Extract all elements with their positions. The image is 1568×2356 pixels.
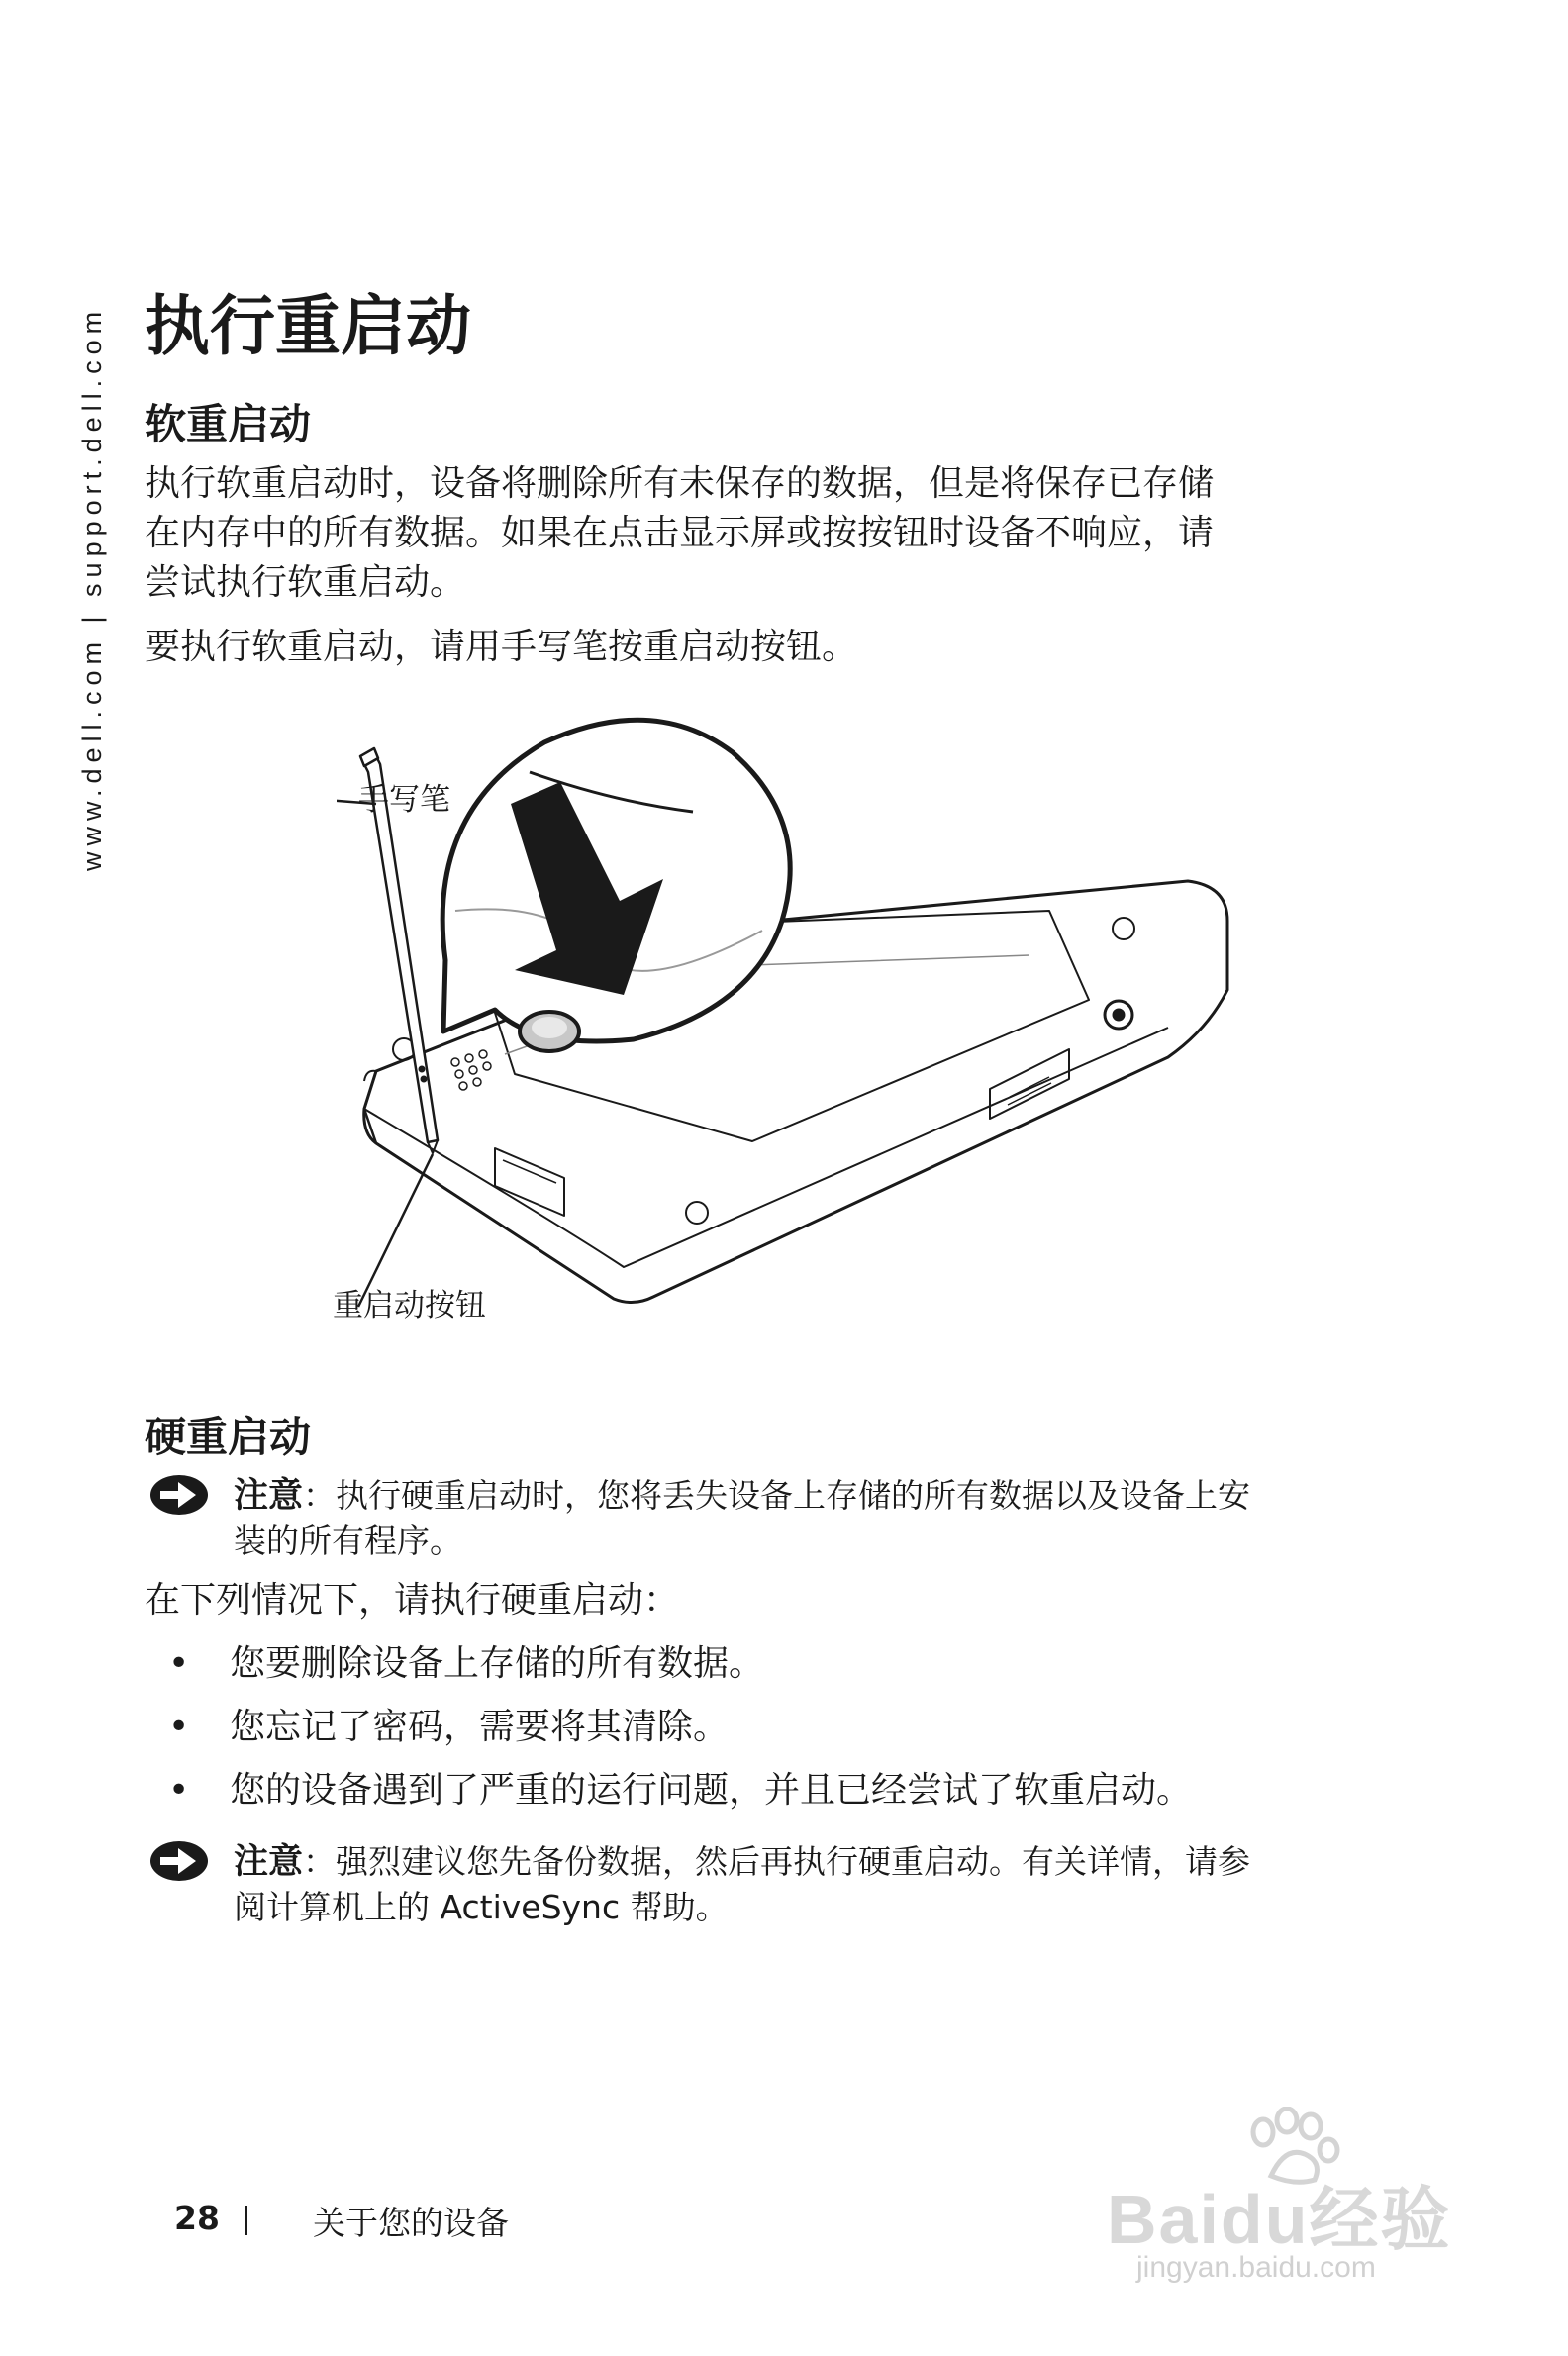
text-line: 执行软重启动时，设备将删除所有未保存的数据，但是将保存已存储 [145,463,1215,504]
list-item: 您要删除设备上存储的所有数据。 [230,1643,765,1684]
notice-label: 注意 [234,1476,304,1516]
page-title: 执行重启动 [145,288,471,364]
notice-arrow-icon [148,1473,210,1517]
hard-reset-heading: 硬重启动 [145,1413,312,1461]
side-url: www.dell.com | support.dell.com [77,305,107,871]
footer-section-title: 关于您的设备 [313,2204,509,2242]
notice-line: ：执行硬重启动时，您将丢失设备上存储的所有数据以及设备上安 [303,1476,1251,1515]
hard-reset-intro: 在下列情况下，请执行硬重启动： [145,1580,680,1620]
notice-label: 注意 [234,1842,304,1882]
text-line: 在内存中的所有数据。如果在点击显示屏或按按钮时设备不响应，请 [145,513,1215,553]
notice-2-text [234,1839,1362,1930]
soft-reset-paragraph [145,459,1362,608]
device-illustration [337,713,1267,1346]
notice-line: 装的所有程序。 [234,1522,462,1560]
text-line: 尝试执行软重启动。 [145,562,466,603]
footer-divider [245,2206,247,2235]
notice-line: 阅计算机上的 ActiveSync 帮助。 [234,1888,729,1926]
page-number: 28 [174,2199,220,2237]
notice-arrow-icon [148,1839,210,1883]
bullet-symbol: • [168,1707,190,1747]
soft-reset-instruction: 要执行软重启动，请用手写笔按重启动按钮。 [145,627,858,667]
bullet-symbol: • [168,1770,190,1811]
reset-button-label: 重启动按钮 [333,1288,486,1324]
list-item: 您的设备遇到了严重的运行问题，并且已经尝试了软重启动。 [230,1770,1193,1811]
notice-line: ：强烈建议您先备份数据，然后再执行硬重启动。有关详情，请参 [303,1842,1251,1881]
stylus-label: 手写笔 [358,782,450,818]
bullet-symbol: • [168,1643,190,1684]
soft-reset-heading: 软重启动 [145,400,312,448]
list-item: 您忘记了密码，需要将其清除。 [230,1707,730,1747]
watermark-url: jingyan.baidu.com [1136,2251,1376,2284]
notice-1-text [234,1473,1362,1564]
watermark-brand: Baidu经验 [1107,2181,1452,2258]
